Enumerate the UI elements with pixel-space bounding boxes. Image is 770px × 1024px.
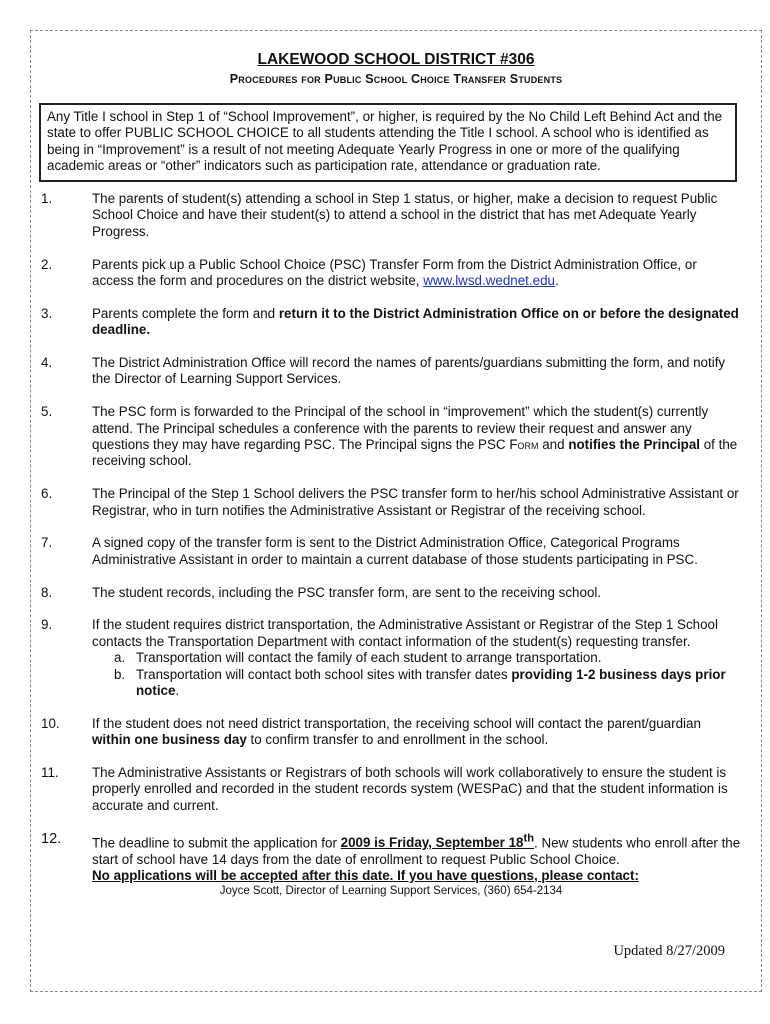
step-12 (41, 831, 741, 899)
step-text: Parents complete the form and (92, 305, 279, 321)
updated-date: Updated 8/27/2009 (613, 943, 725, 959)
step-9 (41, 617, 741, 699)
document-title: LAKEWOOD SCHOOL DISTRICT #306 (257, 51, 535, 68)
intro-notice-box (39, 103, 737, 182)
step-text: If the student does not need district transportation, the receiving school will contact the parent/guardian (92, 715, 701, 731)
step-10 (41, 716, 741, 749)
step-text-bold: within one business day (92, 732, 247, 748)
step-number: 4. (41, 355, 53, 371)
form-word: Form (509, 437, 539, 453)
step-text: The PSC form is forwarded to the Principal of the school in “improvement” which the student(s) currently attend. The Principal schedules a conference with the parents to review their request and answer any questions they may have regarding PSC. The Principal signs the PSC (92, 404, 709, 453)
procedure-steps-list (41, 191, 741, 915)
step-text-bold: return it to the District Administration Office on or before the designated deadline. (92, 305, 739, 338)
step-number: 6. (41, 486, 53, 502)
step-number: 3. (41, 305, 53, 321)
step-2 (41, 257, 741, 290)
step-text: The student records, including the PSC transfer form, are sent to the receiving school. (92, 584, 602, 600)
document-subtitle: Procedures for Public School Choice Transfer Students (229, 72, 563, 86)
step-6 (41, 486, 741, 519)
step-text-bold: notifies the Principal (568, 437, 701, 453)
substep-b (92, 667, 741, 700)
substep-text-end: . (175, 683, 180, 699)
step-text-end: to confirm transfer to and enrollment in the school. (246, 732, 549, 748)
step-1 (41, 191, 741, 240)
step-text-end: of the receiving school. (92, 437, 738, 469)
step-4 (41, 355, 741, 388)
intro-text: Any Title I school in Step 1 of “School Improvement”, or higher, is required by the No Child Left Behind Act and the state to offer PUBLIC SCHOOL CHOICE to all students attending the Title I school. A school who is identified as being in “Improvement” is a result of not meeting Adequate Yearly Progress in one or more of the qualifying academic areas or “other” indicators such as participation rate, attendance or graduation rate. (47, 109, 723, 174)
step-text: A signed copy of the transfer form is sent to the District Administration Office, Categorical Programs Administrative Assistant in order to maintain a current database of those students participating in PSC. (92, 535, 698, 567)
step-number: 8. (41, 584, 53, 600)
substep-a (92, 650, 741, 666)
substep-text-bold: providing 1-2 business days prior notice (136, 666, 726, 699)
substep-text: Transportation will contact both school sites with transfer dates (136, 666, 512, 682)
step-number: 11. (41, 765, 59, 781)
step-number: 5. (41, 404, 53, 420)
no-late-applications-notice: No applications will be accepted after this date. If you have questions, please contact: (92, 867, 639, 883)
step-text-and: and (538, 437, 569, 453)
district-website-link[interactable]: www.lwsd.wednet.edu (423, 273, 555, 289)
document-page (30, 30, 762, 992)
deadline-suffix: th (523, 832, 535, 845)
step-text: The District Administration Office will record the names of parents/guardians submitting the form, and notify the Director of Learning Support Services. (92, 355, 726, 387)
step-7 (41, 535, 741, 568)
step-number: 1. (41, 191, 53, 206)
step-text: The deadline to submit the application for (92, 835, 341, 851)
deadline-text: 2009 is Friday, September 18 (340, 835, 524, 851)
step-text: Parents pick up a Public School Choice (PSC) Transfer Form from the District Administration Office, or access the form and procedures on the district website, (92, 256, 697, 289)
step-3 (41, 306, 741, 339)
step-text: If the student requires district transportation, the Administrative Assistant or Registrar of the Step 1 School contacts the Transportation Department with contact information of the student(s) requesting transfer. (92, 617, 718, 649)
substep-letter: b. (114, 666, 126, 682)
step-number: 12. (41, 830, 62, 847)
step-number: 7. (41, 535, 53, 551)
step-number: 2. (41, 256, 53, 272)
substep-letter: a. (114, 650, 126, 666)
step-text: The parents of student(s) attending a school in Step 1 status, or higher, make a decision to request Public School Choice and have their student(s) to attend a school in the district that has met Adequate Yearly Progress. (92, 191, 718, 239)
step-text: The Administrative Assistants or Registrars of both schools will work collaboratively to ensure the student is properly enrolled and recorded in the student records system (WESPaC) and that the student information is accurate and current. (92, 765, 728, 813)
contact-line: Joyce Scott, Director of Learning Support Services, (360) 654-2134 (219, 885, 563, 898)
step-11 (41, 765, 741, 814)
step-text-after: . New students who enroll after the start of school have 14 days from the date of enrollment to request Public School Choice. (92, 835, 741, 867)
deadline-date (340, 832, 535, 851)
step-number: 9. (41, 617, 53, 633)
step-text-end: . (554, 273, 559, 289)
step-text: The Principal of the Step 1 School delivers the PSC transfer form to her/his school Administrative Assistant or Registrar, who in turn notifies the Administrative Assistant or Registrar of the receiving school. (92, 486, 739, 518)
step-number: 10. (41, 715, 60, 731)
step-8 (41, 585, 741, 601)
substep-text: Transportation will contact the family of each student to arrange transportation. (136, 650, 602, 666)
step-5 (41, 404, 741, 470)
